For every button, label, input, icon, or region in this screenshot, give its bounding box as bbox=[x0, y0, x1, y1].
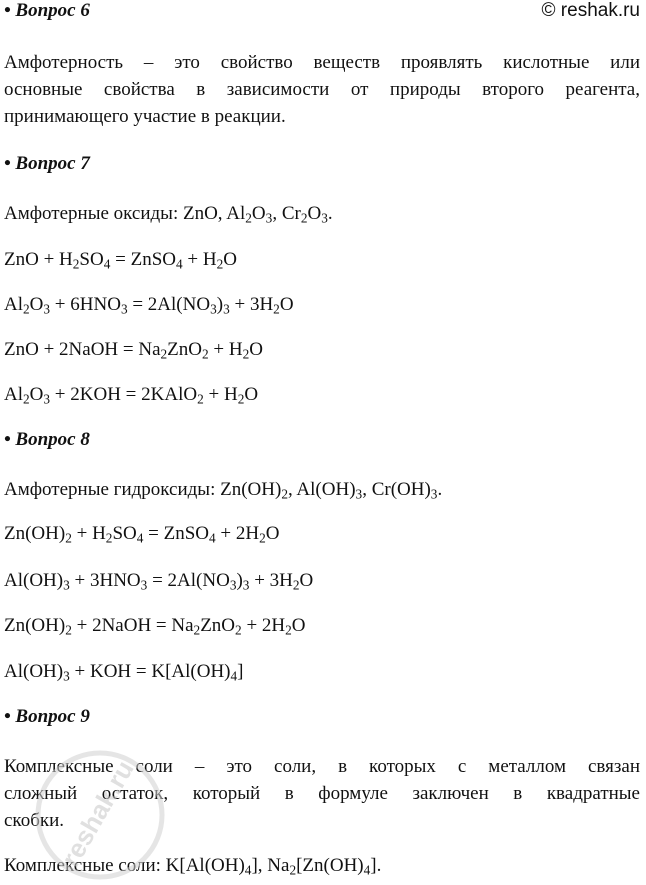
reaction-equation: ZnO + $H_2SO_4$ = ZnSO$_4$ + $H_2O$ bbox=[4, 249, 237, 272]
answer-line: сложный остаток, который в формуле заключен в квадратные bbox=[4, 783, 640, 804]
reaction-equation: $Al(OH)_3$ + KOH = $K[Al(OH)_4]$ bbox=[4, 661, 244, 684]
answer-line: Амфотерность – это свойство веществ проявлять кислотные или bbox=[4, 52, 640, 73]
reaction-equation: ZnO + 2NaOH = $Na_2ZnO_2 + H_2O$ bbox=[4, 339, 263, 362]
reaction-equation: $Zn(OH)_2$ + 2NaOH = $Na_2ZnO_2 + 2H_2O$ bbox=[4, 615, 306, 638]
amphoteric-hydroxides-list: Амфотерные гидроксиды: $Zn(OH)_2$, $Al(OH)_3$, $Cr(OH)_3$. bbox=[4, 479, 443, 502]
question-6-answer bbox=[4, 49, 640, 130]
question-6-heading: • Вопрос 6 bbox=[4, 0, 90, 21]
complex-salts-list: Комплексные соли: $K[Al(OH)_4]$, $Na_2[Zn(OH)_4]$. bbox=[4, 855, 382, 878]
copyright-label: © reshak.ru bbox=[541, 0, 640, 21]
reaction-equation: $Al_2O_3 + 2KOH$ = 2KAlO$_2$ + $H_2O$ bbox=[4, 384, 259, 407]
answer-line: основные свойства в зависимости от природы второго реагента, bbox=[4, 79, 640, 100]
answer-line: принимающего участие в реакции. bbox=[4, 106, 286, 127]
amphoteric-oxides-list: Амфотерные оксиды: ZnO, $Al_2O_3$, $Cr_2O_3$. bbox=[4, 203, 333, 226]
question-8-heading: • Вопрос 8 bbox=[4, 429, 90, 450]
question-7-heading: • Вопрос 7 bbox=[4, 153, 90, 174]
reaction-equation: $Al_2O_3 + 6HNO_3 = 2Al(NO_3)_3 + 3H_2O$ bbox=[4, 294, 294, 317]
question-9-heading: • Вопрос 9 bbox=[4, 706, 90, 727]
reaction-equation: $Al(OH)_3 + 3HNO_3 = 2Al(NO_3)_3 + 3H_2O$ bbox=[4, 570, 314, 593]
answer-line: Комплексные соли – это соли, в которых с металлом связан bbox=[4, 756, 640, 777]
answer-line: скобки. bbox=[4, 810, 65, 831]
reaction-equation: $Zn(OH)_2 + H_2SO_4$ = ZnSO$_4$ + $2H_2O$ bbox=[4, 523, 280, 546]
question-9-answer bbox=[4, 753, 640, 834]
watermark-text: reshak.ru bbox=[55, 755, 140, 872]
